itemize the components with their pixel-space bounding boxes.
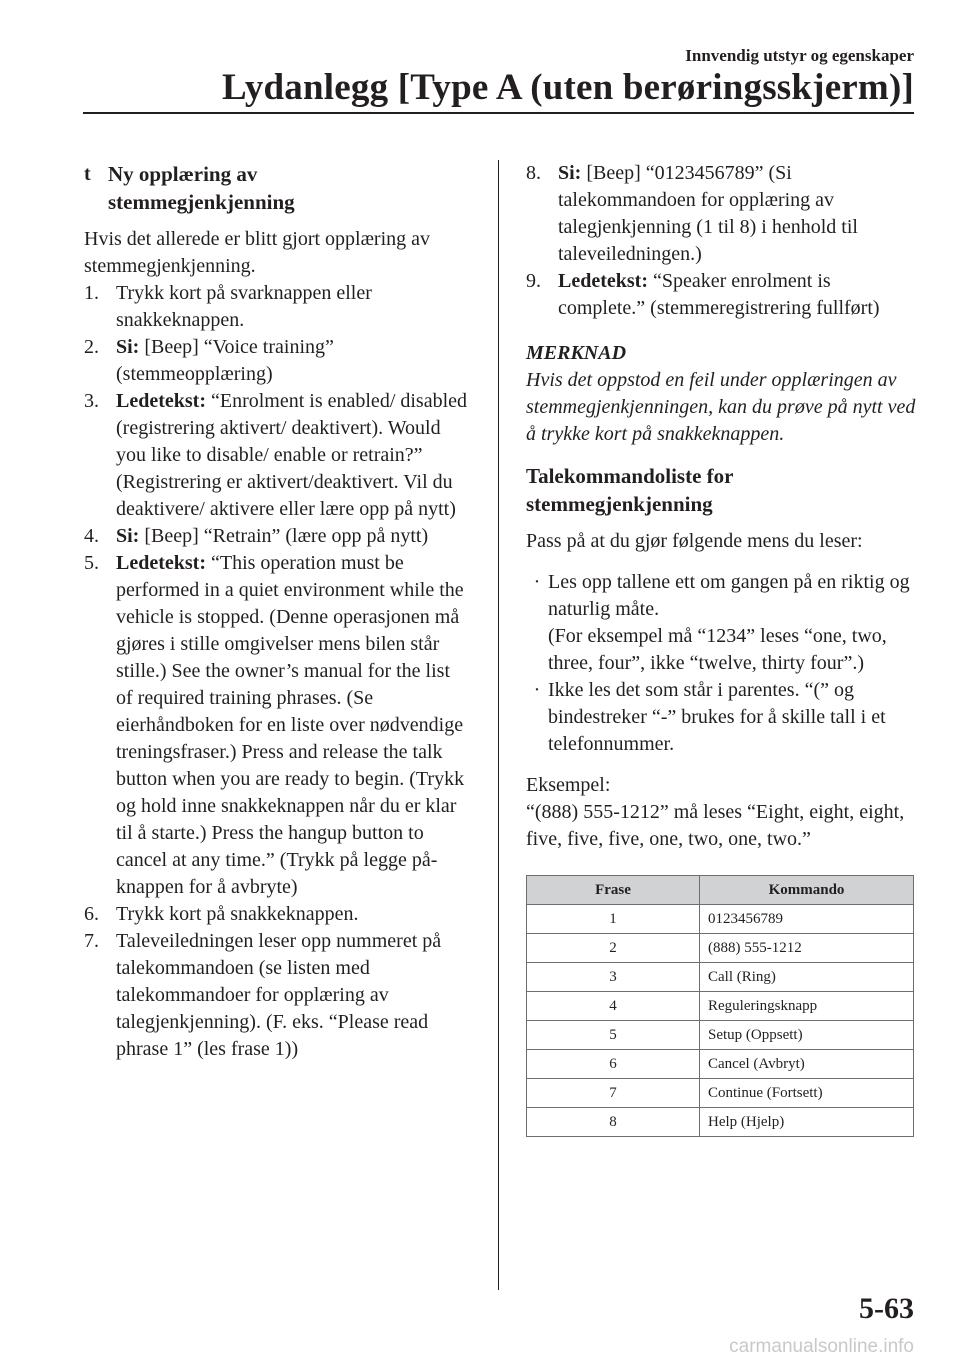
command-cell: Continue (Fortsett) [700, 1079, 914, 1108]
step-number: 1. [84, 282, 99, 304]
step-text [116, 901, 469, 928]
command-cell: Setup (Oppsett) [700, 1021, 914, 1050]
step-keyword: Ledetekst: [116, 390, 206, 412]
steps-list-right [526, 160, 918, 322]
step-body: [Beep] “0123456789” (Si talekommandoen for opplæring av talegjenkjenning (1 til 8) i henhold til taleveiledningen.) [558, 162, 858, 265]
table-row [527, 934, 914, 963]
phrase-table [526, 875, 914, 1137]
step-text [116, 280, 469, 334]
column-header-phrase: Frase [527, 876, 700, 905]
list-item-text [548, 569, 918, 677]
note-heading: MERKNAD [526, 342, 627, 364]
header-subtitle: Innvendig utstyr og egenskaper [685, 46, 914, 65]
step-text [116, 550, 469, 901]
step-number: 7. [84, 930, 99, 952]
page-number: 5-63 [859, 1292, 914, 1325]
step-item [84, 388, 469, 523]
table-row [527, 1079, 914, 1108]
step-body: Trykk kort på snakkeknappen. [116, 903, 359, 925]
list-item [526, 677, 918, 758]
phrase-cell: 3 [527, 963, 700, 992]
section-title-line2: stemmegjenkjenning [108, 190, 295, 214]
step-text [116, 523, 469, 550]
step-number: 2. [84, 336, 99, 358]
step-keyword: Ledetekst: [116, 552, 206, 574]
step-item [84, 550, 469, 901]
step-text [558, 268, 918, 322]
step-item [84, 523, 469, 550]
step-item [526, 268, 918, 322]
header-rule [83, 112, 914, 114]
list-section-heading [526, 462, 918, 518]
step-body: Taleveiledningen leser opp nummeret på talekommandoen (se listen med talekommandoer for opplæring av talegjenkjenning). (F. eks. “Please read phrase 1” (les frase 1)) [116, 930, 442, 1060]
command-cell: Call (Ring) [700, 963, 914, 992]
step-number: 5. [84, 552, 99, 574]
step-item [84, 334, 469, 388]
section-intro: Hvis det allerede er blitt gjort opplæring av stemmegjenkjenning. [84, 228, 431, 277]
column-divider [498, 160, 499, 1290]
watermark[interactable]: carmanualsonline.info [729, 1336, 914, 1357]
step-keyword: Ledetekst: [558, 270, 648, 292]
step-text [116, 334, 469, 388]
phrase-cell: 5 [527, 1021, 700, 1050]
table-row [527, 1050, 914, 1079]
step-keyword: Si: [558, 162, 582, 184]
phrase-cell: 8 [527, 1108, 700, 1137]
step-item [526, 160, 918, 268]
column-header-command: Kommando [700, 876, 914, 905]
bullet-extra: (For eksempel må “1234” leses “one, two, three, four”, ikke “twelve, thirty four”.) [548, 625, 887, 674]
bullet-dot-icon: · [533, 679, 541, 701]
example-text: “(888) 555-1212” må leses “Eight, eight, eight, five, five, five, one, two, one, two.” [526, 801, 905, 850]
phrase-cell: 2 [527, 934, 700, 963]
command-cell: 0123456789 [700, 905, 914, 934]
list-item [526, 569, 918, 677]
step-number: 6. [84, 903, 99, 925]
command-cell: (888) 555-1212 [700, 934, 914, 963]
step-body: [Beep] “Voice training” (stemmeopplæring) [116, 336, 334, 385]
note-text: Hvis det oppstod en feil under opplæringen av stemmegjenkjenningen, kan du prøve på nytt ved å trykke kort på snakkeknappen. [526, 369, 916, 445]
steps-list-left [84, 280, 469, 1063]
list-section-title-line1: Talekommandoliste for [526, 464, 734, 488]
phrase-cell: 7 [527, 1079, 700, 1108]
bullet-text: Les opp tallene ett om gangen på en riktig og naturlig måte. [548, 571, 910, 620]
step-number: 3. [84, 390, 99, 412]
step-keyword: Si: [116, 525, 140, 547]
phrase-cell: 6 [527, 1050, 700, 1079]
step-body: [Beep] “Retrain” (lære opp på nytt) [139, 525, 429, 547]
left-column [84, 160, 469, 1063]
step-number: 9. [526, 270, 541, 292]
list-item-text [548, 677, 918, 758]
step-item [84, 928, 469, 1063]
step-text [558, 160, 918, 268]
step-body: “Enrolment is enabled/ disabled (registrering aktivert/ deaktivert). Would you like to disable/ enable or retrain?” (Registrering er aktivert/deaktivert. Vil du deaktivere/ aktivere eller lære opp på nytt) [116, 390, 468, 520]
step-text [116, 928, 469, 1063]
step-number: 8. [526, 162, 541, 184]
page-title: Lydanlegg [Type A (uten berøringsskjerm)] [221, 67, 914, 108]
bullet-dot-icon: · [533, 571, 541, 593]
table-row [527, 963, 914, 992]
phrase-cell: 1 [527, 905, 700, 934]
section-title [108, 160, 295, 216]
bullet-text: Ikke les det som står i parentes. “(” og bindestreker “-” brukes for å skille tall i et telefonnummer. [548, 679, 886, 755]
section-title-line1: Ny opplæring av [108, 162, 258, 186]
table-header-row [527, 876, 914, 905]
step-number: 4. [84, 525, 99, 547]
table-row [527, 905, 914, 934]
table-row [527, 1108, 914, 1137]
example-label: Eksempel: [526, 774, 611, 796]
step-body: “Speaker enrolment is complete.” (stemmeregistrering fullført) [558, 270, 880, 319]
step-body: Trykk kort på svarknappen eller snakkeknappen. [116, 282, 372, 331]
step-item [84, 280, 469, 334]
table-row [527, 1021, 914, 1050]
reading-tips-list [526, 569, 918, 758]
table-row [527, 992, 914, 1021]
list-section-intro: Pass på at du gjør følgende mens du leser: [526, 530, 863, 552]
step-keyword: Si: [116, 336, 140, 358]
command-cell: Cancel (Avbryt) [700, 1050, 914, 1079]
step-body: “This operation must be performed in a quiet environment while the vehicle is stopped. (Denne operasjonen må gjøres i stille omgivelser mens bilen står stille.) See the owner’s manual for the list of required training phrases. (Se eierhåndboken for en liste over nødvendige treningsfraser.) Press and release the talk button when you are ready to begin. (Trykk og hold inne snakkeknappen når du er klar til å starte.) Press the hangup button to cancel at any time.” (Trykk på legge på-knappen for å avbryte) [116, 552, 465, 898]
right-column [526, 160, 918, 1137]
command-cell: Help (Hjelp) [700, 1108, 914, 1137]
phrase-cell: 4 [527, 992, 700, 1021]
step-item [84, 901, 469, 928]
section-heading [84, 160, 469, 216]
step-text [116, 388, 469, 523]
command-cell: Reguleringsknapp [700, 992, 914, 1021]
list-section-title-line2: stemmegjenkjenning [526, 492, 713, 516]
section-marker-icon: t [84, 163, 91, 185]
